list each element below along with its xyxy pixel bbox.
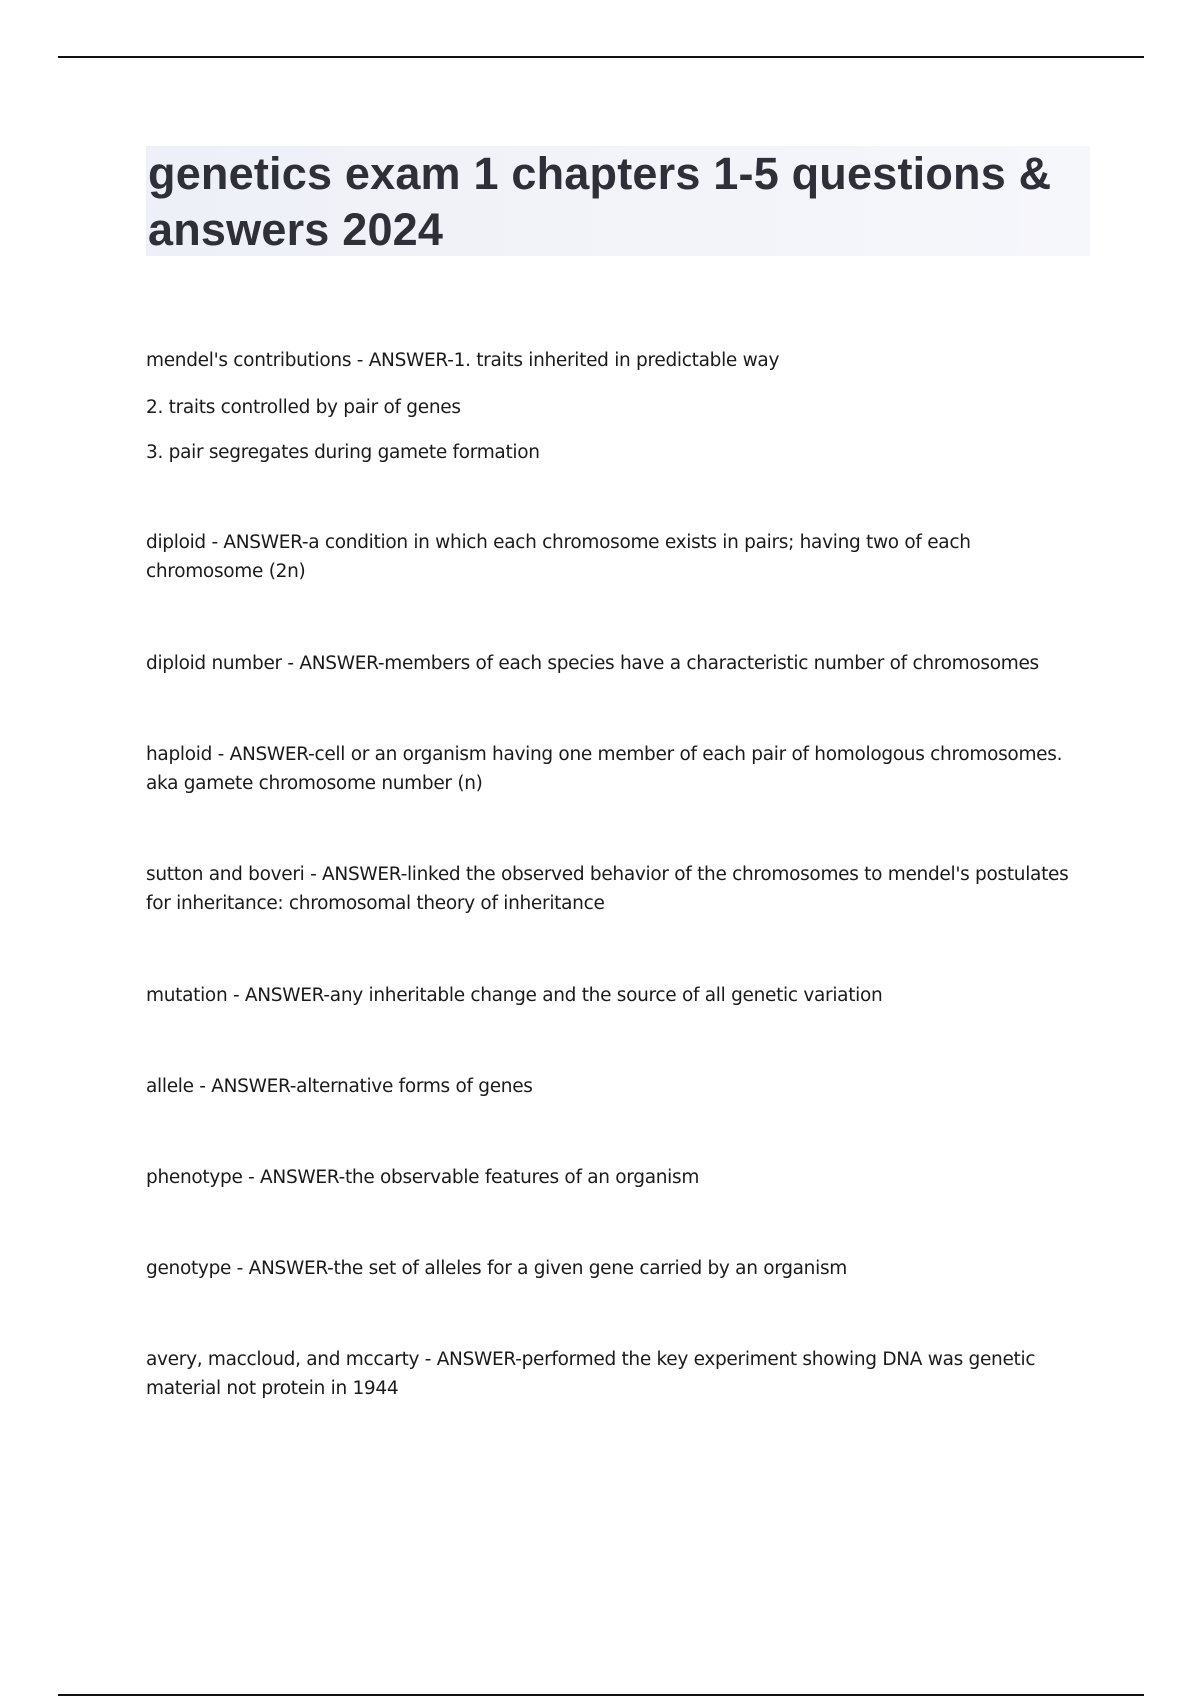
qa-entry-haploid	[146, 740, 1086, 798]
qa-entry-mendel	[146, 346, 1086, 467]
qa-text: phenotype - ANSWER-the observable features of an organism	[146, 1167, 700, 1188]
qa-line: mendel's contributions - ANSWER-1. traits inherited in predictable way	[146, 350, 780, 371]
qa-text: diploid number - ANSWER-members of each species have a characteristic number of chromosomes	[146, 653, 1039, 674]
qa-text: genotype - ANSWER-the set of alleles for a given gene carried by an organism	[146, 1258, 848, 1279]
bottom-rule	[58, 1694, 1144, 1696]
qa-entry-genotype	[146, 1254, 1086, 1283]
qa-text: allele - ANSWER-alternative forms of genes	[146, 1076, 533, 1097]
qa-text: avery, maccloud, and mccarty - ANSWER-performed the key experiment showing DNA was genetic material not protein in 1944	[146, 1349, 1036, 1399]
qa-line: 2. traits controlled by pair of genes	[146, 397, 461, 418]
qa-text: sutton and boveri - ANSWER-linked the observed behavior of the chromosomes to mendel's postulates for inheritance: chromosomal theory of inheritance	[146, 864, 1069, 914]
qa-entry-avery	[146, 1345, 1086, 1403]
qa-entry-allele	[146, 1072, 1086, 1101]
qa-text: mutation - ANSWER-any inheritable change and the source of all genetic variation	[146, 985, 883, 1006]
title-block	[146, 146, 1090, 256]
document-title: genetics exam 1 chapters 1-5 questions & answers 2024	[148, 148, 1052, 255]
qa-entry-sutton-boveri	[146, 860, 1086, 918]
qa-entry-mutation	[146, 981, 1086, 1010]
qa-entry-diploid	[146, 528, 1086, 586]
top-rule	[58, 56, 1144, 58]
qa-text: haploid - ANSWER-cell or an organism having one member of each pair of homologous chromosomes. aka gamete chromosome number (n)	[146, 744, 1063, 794]
qa-entry-phenotype	[146, 1163, 1086, 1192]
qa-line: 3. pair segregates during gamete formation	[146, 442, 540, 463]
qa-entry-diploid-number	[146, 649, 1086, 678]
qa-text: diploid - ANSWER-a condition in which each chromosome exists in pairs; having two of each chromosome (2n)	[146, 532, 971, 582]
